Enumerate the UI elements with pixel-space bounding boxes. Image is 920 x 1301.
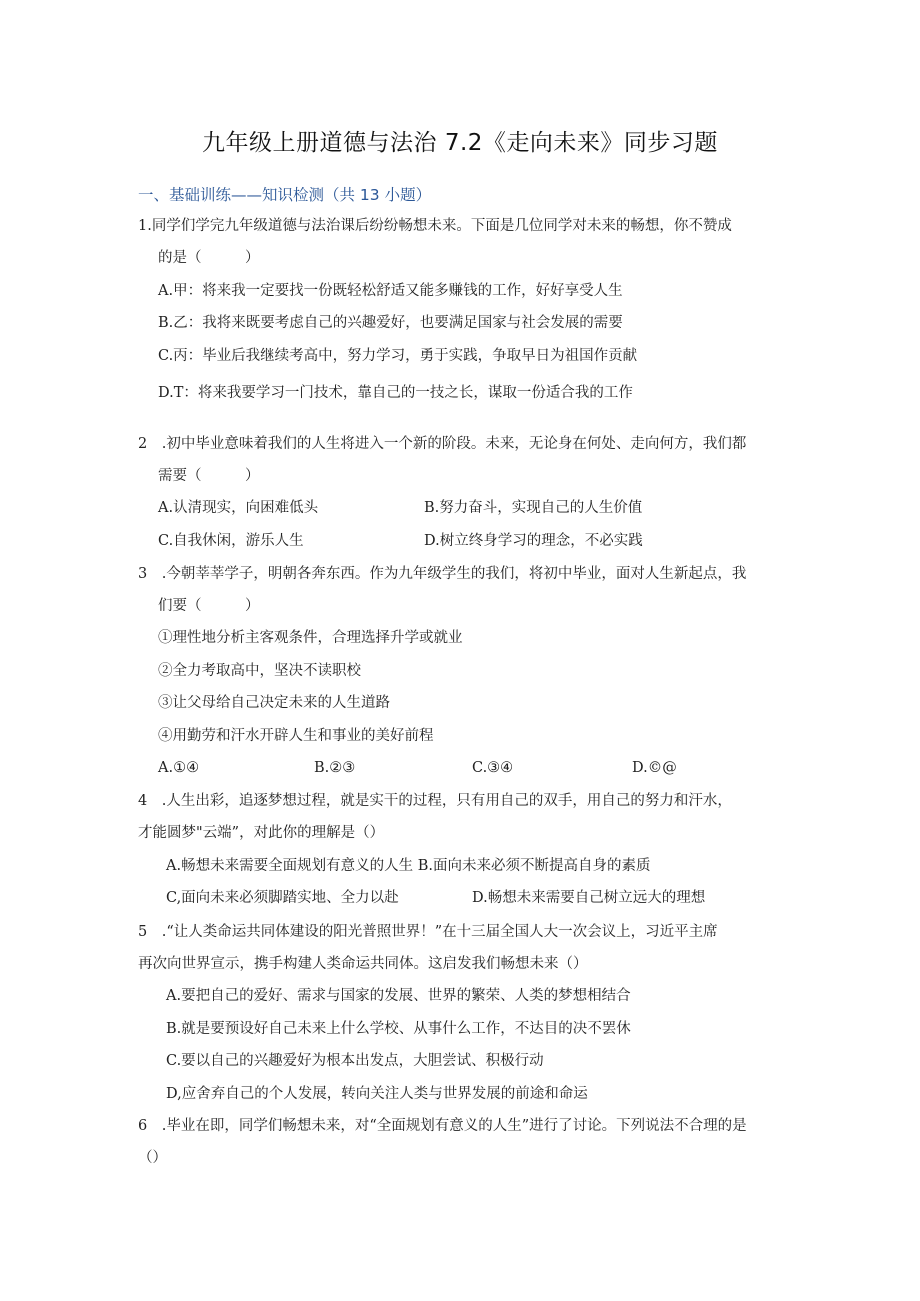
q4-stem-line2: 才能圆梦"云端”，对此你的理解是（） <box>138 825 385 841</box>
q3-option-d: D.©@ <box>632 760 677 776</box>
q2-option-b: B.努力奋斗，实现自己的人生价值 <box>424 500 643 516</box>
q4-stem-line1: 4 .人生出彩，追逐梦想过程，就是实干的过程，只有用自己的双手，用自己的努力和汗水， <box>138 793 732 809</box>
q6-stem-line2: （） <box>138 1150 167 1166</box>
q2-stem-line2: 需要（ ） <box>158 468 260 484</box>
q3-option-b: B.②③ <box>314 760 356 776</box>
q3-statement-3: ③让父母给自己决定未来的人生道路 <box>158 695 390 711</box>
q3-statement-1: ①理性地分析主客观条件，合理选择升学或就业 <box>158 630 463 646</box>
q1-stem-line2: 的是（ ） <box>158 250 260 266</box>
q3-statement-4: ④用勤劳和汗水开辟人生和事业的美好前程 <box>158 728 434 744</box>
q2-stem-line1: 2 .初中毕业意味着我们的人生将进入一个新的阶段。未来，无论身在何处、走向何方，我们都 <box>138 436 747 452</box>
q3-statement-2: ②全力考取高中，坚决不读职校 <box>158 663 361 679</box>
q2-option-d: D.树立终身学习的理念，不必实践 <box>424 533 643 549</box>
q5-option-a: A.要把自己的爱好、需求与国家的发展、世界的繁荣、人类的梦想相结合 <box>166 988 631 1004</box>
q1-stem-line1: 1.同学们学完九年级道德与法治课后纷纷畅想未来。下面是几位同学对未来的畅想，你不赞成 <box>138 218 732 234</box>
q5-option-d: D,应舍弃自己的个人发展，转向关注人类与世界发展的前途和命运 <box>166 1086 588 1102</box>
q4-options-ab: A.畅想未来需要全面规划有意义的人生 B.面向未来必须不断提高自身的素质 <box>166 858 651 874</box>
section-heading: 一、基础训练——知识检测（共 13 小题） <box>138 186 432 204</box>
q1-option-c: C.丙：毕业后我继续考高中，努力学习，勇于实践，争取早日为祖国作贡献 <box>158 348 638 364</box>
q3-stem-line1: 3 .今朝莘莘学子，明朝各奔东西。作为九年级学生的我们，将初中毕业，面对人生新起点，我 <box>138 566 747 582</box>
q1-option-b: B.乙：我将来既要考虑自己的兴趣爱好，也要满足国家与社会发展的需要 <box>158 315 623 331</box>
q3-option-c: C.③④ <box>472 760 514 776</box>
q6-stem-line1: 6 .毕业在即，同学们畅想未来，对“全面规划有意义的人生”进行了讨论。下列说法不合理的是 <box>138 1118 747 1134</box>
q4-option-c: C,面向未来必须脚踏实地、全力以赴 <box>166 890 399 906</box>
q2-option-a: A.认清现实，向困难低头 <box>158 500 319 516</box>
q1-option-d: D.T：将来我要学习一门技术，靠自己的一技之长，谋取一份适合我的工作 <box>158 385 633 401</box>
q4-option-d: D.畅想未来需要自己树立远大的理想 <box>472 890 706 906</box>
q2-option-c: C.自我休闲，游乐人生 <box>158 533 304 549</box>
q3-stem-line2: 们要（ ） <box>158 598 260 614</box>
q5-stem-line1: 5 .“让人类命运共同体建设的阳光普照世界！”在十三届全国人大一次会议上，习近平主席 <box>138 924 718 940</box>
document-title: 九年级上册道德与法治 7.2《走向未来》同步习题 <box>202 130 718 156</box>
q5-option-b: B.就是要预设好自己未来上什么学校、从事什么工作，不达目的决不罢休 <box>166 1021 631 1037</box>
q3-option-a: A.①④ <box>158 760 200 776</box>
q5-stem-line2: 再次向世界宣示，携手构建人类命运共同体。这启发我们畅想未来（） <box>138 956 588 972</box>
q5-option-c: C.要以自己的兴趣爱好为根本出发点，大胆尝试、积极行动 <box>166 1053 544 1069</box>
q1-option-a: A.甲：将来我一定要找一份既轻松舒适又能多赚钱的工作，好好享受人生 <box>158 283 623 299</box>
